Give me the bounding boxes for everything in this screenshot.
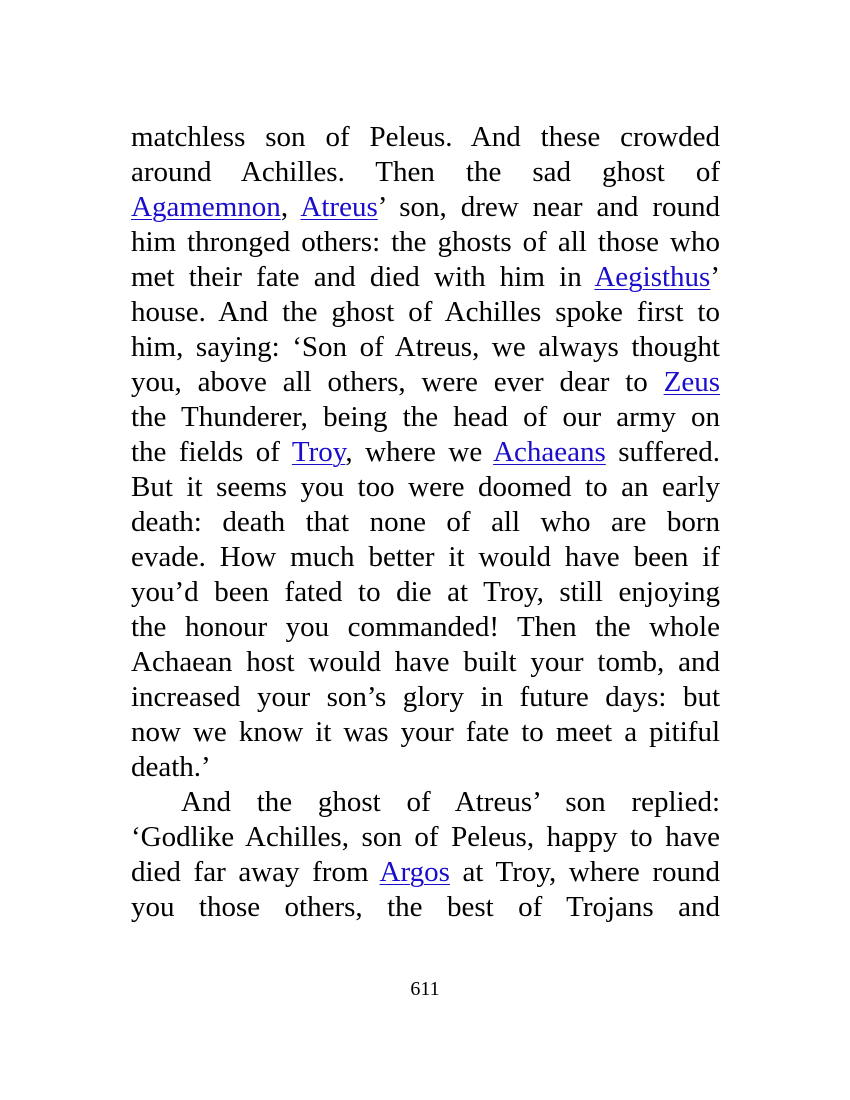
text-segment: the Thunderer, being the head of our army on [131, 401, 720, 433]
text-segment: you, above all others, were ever dear to [131, 366, 664, 398]
link-aegisthus[interactable]: Aegisthus [594, 261, 711, 293]
text-segment: ’ [710, 261, 720, 293]
text-segment: died far away from [131, 856, 380, 888]
text-segment: the fields of [131, 436, 292, 468]
text-segment: around Achilles. Then the sad ghost of [131, 156, 720, 188]
text-segment: increased your son’s glory in future days: but [131, 681, 720, 713]
text-line [131, 260, 720, 295]
text-segment: matchless son of Peleus. And these crowded [131, 121, 720, 153]
text-segment: But it seems you too were doomed to an early [131, 471, 720, 503]
text-segment: death: death that none of all who are born [131, 506, 720, 538]
link-argos[interactable]: Argos [379, 856, 450, 888]
text-segment: at Troy, where round [449, 856, 721, 888]
text-segment: ‘Godlike Achilles, son of Peleus, happy to have [131, 821, 720, 853]
text-line [131, 820, 720, 855]
text-line [131, 330, 720, 365]
page-number: 611 [410, 978, 440, 1000]
text-line [131, 715, 720, 750]
text-line [131, 365, 720, 400]
text-segment: evade. How much better it would have been if [131, 541, 720, 573]
text-line [131, 610, 720, 645]
text-segment: the honour you commanded! Then the whole [131, 611, 720, 643]
text-line [131, 855, 720, 890]
text-segment: him, saying: ‘Son of Atreus, we always thought [131, 331, 720, 363]
link-zeus[interactable]: Zeus [663, 366, 720, 398]
text-line [131, 785, 720, 820]
text-line [131, 680, 720, 715]
text-segment: ’ son, drew near and round [377, 191, 720, 223]
text-segment: , [280, 191, 301, 223]
link-troy[interactable]: Troy [291, 436, 346, 468]
text-line [131, 890, 720, 925]
text-line [131, 435, 720, 470]
text-line [131, 120, 720, 155]
text-line [131, 645, 720, 680]
text-segment: Achaean host would have built your tomb, and [131, 646, 720, 678]
body-text [131, 120, 720, 925]
text-line [131, 295, 720, 330]
text-line [131, 155, 720, 190]
text-line [131, 400, 720, 435]
link-achaeans[interactable]: Achaeans [493, 436, 606, 468]
link-agamemnon[interactable]: Agamemnon [131, 191, 281, 223]
text-segment: him thronged others: the ghosts of all those who [131, 226, 720, 258]
text-line [131, 540, 720, 575]
link-atreus[interactable]: Atreus [300, 191, 378, 223]
text-segment: And the ghost of Atreus’ son replied: [181, 786, 720, 818]
text-line [131, 575, 720, 610]
text-segment: met their fate and died with him in [131, 261, 595, 293]
text-segment: you those others, the best of Trojans and [131, 891, 720, 923]
text-line [131, 190, 720, 225]
text-segment: suffered. [605, 436, 720, 468]
text-line [131, 750, 720, 785]
text-segment: house. And the ghost of Achilles spoke first to [131, 296, 720, 328]
text-line [131, 470, 720, 505]
text-segment: now we know it was your fate to meet a pitiful [131, 716, 720, 748]
text-segment: , where we [345, 436, 494, 468]
text-line [131, 505, 720, 540]
text-segment: you’d been fated to die at Troy, still enjoying [131, 576, 720, 608]
text-segment: death.’ [131, 751, 211, 783]
text-line [131, 225, 720, 260]
